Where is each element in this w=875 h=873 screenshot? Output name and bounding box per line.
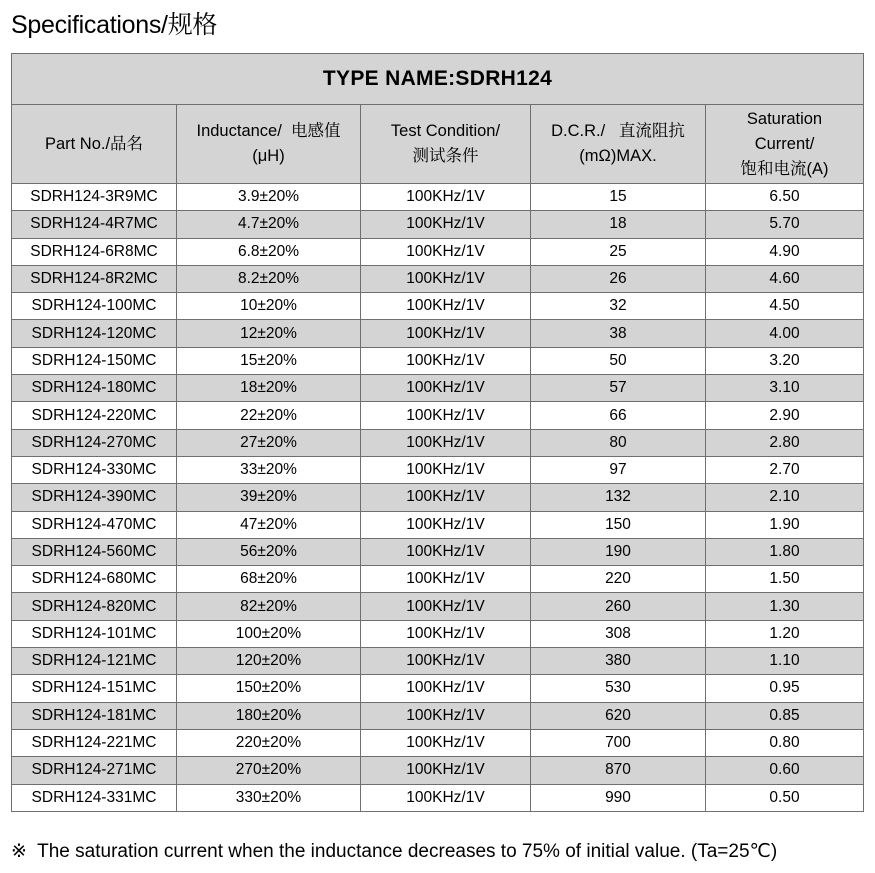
cell-inductance: 15±20% bbox=[177, 347, 361, 374]
table-row bbox=[12, 538, 864, 565]
table-row bbox=[12, 211, 864, 238]
table-row bbox=[12, 593, 864, 620]
footnote: ※ The saturation current when the inductance decreases to 75% of initial value. (Ta=25℃) bbox=[11, 841, 778, 862]
cell-inductance: 27±20% bbox=[177, 429, 361, 456]
cell-saturation-current: 0.60 bbox=[706, 757, 864, 784]
cell-dcr: 80 bbox=[531, 429, 706, 456]
cell-test-condition: 100KHz/1V bbox=[361, 320, 531, 347]
cell-inductance: 220±20% bbox=[177, 729, 361, 756]
cell-test-condition: 100KHz/1V bbox=[361, 538, 531, 565]
cell-saturation-current: 5.70 bbox=[706, 211, 864, 238]
cell-inductance: 47±20% bbox=[177, 511, 361, 538]
table-row bbox=[12, 184, 864, 211]
cell-inductance: 68±20% bbox=[177, 566, 361, 593]
cell-part-no: SDRH124-6R8MC bbox=[12, 238, 177, 265]
cell-dcr: 990 bbox=[531, 784, 706, 811]
cell-dcr: 530 bbox=[531, 675, 706, 702]
table-row bbox=[12, 320, 864, 347]
cell-test-condition: 100KHz/1V bbox=[361, 593, 531, 620]
cell-test-condition: 100KHz/1V bbox=[361, 184, 531, 211]
cell-test-condition: 100KHz/1V bbox=[361, 456, 531, 483]
cell-part-no: SDRH124-560MC bbox=[12, 538, 177, 565]
cell-test-condition: 100KHz/1V bbox=[361, 566, 531, 593]
table-row bbox=[12, 293, 864, 320]
table-row bbox=[12, 675, 864, 702]
table-row bbox=[12, 265, 864, 292]
cell-inductance: 8.2±20% bbox=[177, 265, 361, 292]
cell-saturation-current: 1.30 bbox=[706, 593, 864, 620]
header-dcr-line2: (mΩ)MAX. bbox=[579, 147, 657, 165]
table-row bbox=[12, 347, 864, 374]
cell-test-condition: 100KHz/1V bbox=[361, 620, 531, 647]
header-dcr bbox=[531, 105, 706, 184]
cell-part-no: SDRH124-4R7MC bbox=[12, 211, 177, 238]
table-row bbox=[12, 702, 864, 729]
header-saturation bbox=[706, 105, 864, 184]
page-title: Specifications/规格 bbox=[11, 11, 218, 39]
table-body bbox=[12, 184, 864, 812]
cell-dcr: 18 bbox=[531, 211, 706, 238]
cell-dcr: 700 bbox=[531, 729, 706, 756]
header-dcr-line1: D.C.R./ 直流阻抗 bbox=[551, 122, 685, 140]
header-sat-line1: Saturation bbox=[746, 109, 823, 128]
table-row bbox=[12, 511, 864, 538]
cell-dcr: 57 bbox=[531, 375, 706, 402]
cell-saturation-current: 1.20 bbox=[706, 620, 864, 647]
table-row bbox=[12, 566, 864, 593]
cell-test-condition: 100KHz/1V bbox=[361, 702, 531, 729]
cell-inductance: 180±20% bbox=[177, 702, 361, 729]
cell-dcr: 50 bbox=[531, 347, 706, 374]
cell-test-condition: 100KHz/1V bbox=[361, 729, 531, 756]
cell-saturation-current: 4.50 bbox=[706, 293, 864, 320]
cell-saturation-current: 0.80 bbox=[706, 729, 864, 756]
cell-part-no: SDRH124-101MC bbox=[12, 620, 177, 647]
cell-part-no: SDRH124-3R9MC bbox=[12, 184, 177, 211]
cell-test-condition: 100KHz/1V bbox=[361, 757, 531, 784]
cell-test-condition: 100KHz/1V bbox=[361, 784, 531, 811]
cell-dcr: 220 bbox=[531, 566, 706, 593]
cell-part-no: SDRH124-390MC bbox=[12, 484, 177, 511]
table-row bbox=[12, 238, 864, 265]
cell-part-no: SDRH124-271MC bbox=[12, 757, 177, 784]
table-row bbox=[12, 729, 864, 756]
cell-dcr: 25 bbox=[531, 238, 706, 265]
table-row bbox=[12, 648, 864, 675]
header-test-line2: 测试条件 bbox=[412, 147, 479, 165]
cell-saturation-current: 4.60 bbox=[706, 265, 864, 292]
cell-part-no: SDRH124-820MC bbox=[12, 593, 177, 620]
cell-saturation-current: 3.20 bbox=[706, 347, 864, 374]
cell-inductance: 4.7±20% bbox=[177, 211, 361, 238]
cell-saturation-current: 3.10 bbox=[706, 375, 864, 402]
cell-test-condition: 100KHz/1V bbox=[361, 375, 531, 402]
cell-inductance: 100±20% bbox=[177, 620, 361, 647]
cell-part-no: SDRH124-330MC bbox=[12, 456, 177, 483]
cell-inductance: 270±20% bbox=[177, 757, 361, 784]
cell-saturation-current: 2.10 bbox=[706, 484, 864, 511]
cell-test-condition: 100KHz/1V bbox=[361, 648, 531, 675]
table-row bbox=[12, 429, 864, 456]
cell-dcr: 26 bbox=[531, 265, 706, 292]
cell-inductance: 82±20% bbox=[177, 593, 361, 620]
cell-saturation-current: 1.90 bbox=[706, 511, 864, 538]
cell-saturation-current: 0.50 bbox=[706, 784, 864, 811]
cell-saturation-current: 4.90 bbox=[706, 238, 864, 265]
cell-part-no: SDRH124-150MC bbox=[12, 347, 177, 374]
cell-dcr: 190 bbox=[531, 538, 706, 565]
cell-dcr: 260 bbox=[531, 593, 706, 620]
header-inductance-line2: (μH) bbox=[252, 147, 285, 165]
cell-saturation-current: 0.95 bbox=[706, 675, 864, 702]
cell-part-no: SDRH124-680MC bbox=[12, 566, 177, 593]
cell-part-no: SDRH124-221MC bbox=[12, 729, 177, 756]
cell-dcr: 150 bbox=[531, 511, 706, 538]
cell-inductance: 22±20% bbox=[177, 402, 361, 429]
cell-inductance: 330±20% bbox=[177, 784, 361, 811]
cell-part-no: SDRH124-331MC bbox=[12, 784, 177, 811]
cell-inductance: 150±20% bbox=[177, 675, 361, 702]
table-row bbox=[12, 757, 864, 784]
cell-saturation-current: 4.00 bbox=[706, 320, 864, 347]
cell-dcr: 132 bbox=[531, 484, 706, 511]
header-inductance bbox=[177, 105, 361, 184]
cell-saturation-current: 0.85 bbox=[706, 702, 864, 729]
cell-part-no: SDRH124-181MC bbox=[12, 702, 177, 729]
cell-saturation-current: 2.80 bbox=[706, 429, 864, 456]
cell-inductance: 33±20% bbox=[177, 456, 361, 483]
table-row bbox=[12, 784, 864, 811]
cell-test-condition: 100KHz/1V bbox=[361, 265, 531, 292]
table-row bbox=[12, 456, 864, 483]
cell-inductance: 56±20% bbox=[177, 538, 361, 565]
cell-inductance: 12±20% bbox=[177, 320, 361, 347]
cell-part-no: SDRH124-180MC bbox=[12, 375, 177, 402]
cell-saturation-current: 6.50 bbox=[706, 184, 864, 211]
cell-part-no: SDRH124-100MC bbox=[12, 293, 177, 320]
cell-part-no: SDRH124-270MC bbox=[12, 429, 177, 456]
cell-test-condition: 100KHz/1V bbox=[361, 293, 531, 320]
cell-dcr: 380 bbox=[531, 648, 706, 675]
cell-inductance: 39±20% bbox=[177, 484, 361, 511]
cell-test-condition: 100KHz/1V bbox=[361, 238, 531, 265]
cell-test-condition: 100KHz/1V bbox=[361, 402, 531, 429]
cell-dcr: 620 bbox=[531, 702, 706, 729]
cell-dcr: 97 bbox=[531, 456, 706, 483]
cell-dcr: 32 bbox=[531, 293, 706, 320]
cell-test-condition: 100KHz/1V bbox=[361, 484, 531, 511]
header-sat-line2: Current/ bbox=[754, 134, 815, 153]
cell-saturation-current: 1.80 bbox=[706, 538, 864, 565]
cell-inductance: 120±20% bbox=[177, 648, 361, 675]
header-part-no bbox=[12, 105, 177, 184]
header-inductance-line1: Inductance/ 电感值 bbox=[196, 122, 341, 140]
table-row bbox=[12, 620, 864, 647]
cell-dcr: 308 bbox=[531, 620, 706, 647]
cell-inductance: 10±20% bbox=[177, 293, 361, 320]
cell-dcr: 870 bbox=[531, 757, 706, 784]
cell-test-condition: 100KHz/1V bbox=[361, 675, 531, 702]
cell-saturation-current: 1.50 bbox=[706, 566, 864, 593]
header-part-no-label: Part No./品名 bbox=[44, 134, 144, 153]
spec-table bbox=[11, 53, 864, 812]
header-test-condition bbox=[361, 105, 531, 184]
cell-test-condition: 100KHz/1V bbox=[361, 347, 531, 374]
cell-test-condition: 100KHz/1V bbox=[361, 511, 531, 538]
header-test-line1: Test Condition/ bbox=[390, 122, 501, 140]
header-sat-line3: 饱和电流(A) bbox=[740, 159, 829, 178]
cell-dcr: 15 bbox=[531, 184, 706, 211]
type-name: TYPE NAME:SDRH124 bbox=[12, 54, 864, 105]
cell-dcr: 38 bbox=[531, 320, 706, 347]
cell-part-no: SDRH124-220MC bbox=[12, 402, 177, 429]
cell-test-condition: 100KHz/1V bbox=[361, 429, 531, 456]
cell-part-no: SDRH124-470MC bbox=[12, 511, 177, 538]
cell-part-no: SDRH124-151MC bbox=[12, 675, 177, 702]
cell-inductance: 3.9±20% bbox=[177, 184, 361, 211]
column-header-row bbox=[12, 105, 864, 184]
table-row bbox=[12, 375, 864, 402]
cell-inductance: 6.8±20% bbox=[177, 238, 361, 265]
cell-saturation-current: 2.90 bbox=[706, 402, 864, 429]
cell-part-no: SDRH124-121MC bbox=[12, 648, 177, 675]
table-row bbox=[12, 402, 864, 429]
cell-part-no: SDRH124-8R2MC bbox=[12, 265, 177, 292]
cell-inductance: 18±20% bbox=[177, 375, 361, 402]
type-name-row bbox=[12, 54, 864, 105]
cell-saturation-current: 2.70 bbox=[706, 456, 864, 483]
cell-saturation-current: 1.10 bbox=[706, 648, 864, 675]
table-row bbox=[12, 484, 864, 511]
cell-dcr: 66 bbox=[531, 402, 706, 429]
cell-test-condition: 100KHz/1V bbox=[361, 211, 531, 238]
cell-part-no: SDRH124-120MC bbox=[12, 320, 177, 347]
